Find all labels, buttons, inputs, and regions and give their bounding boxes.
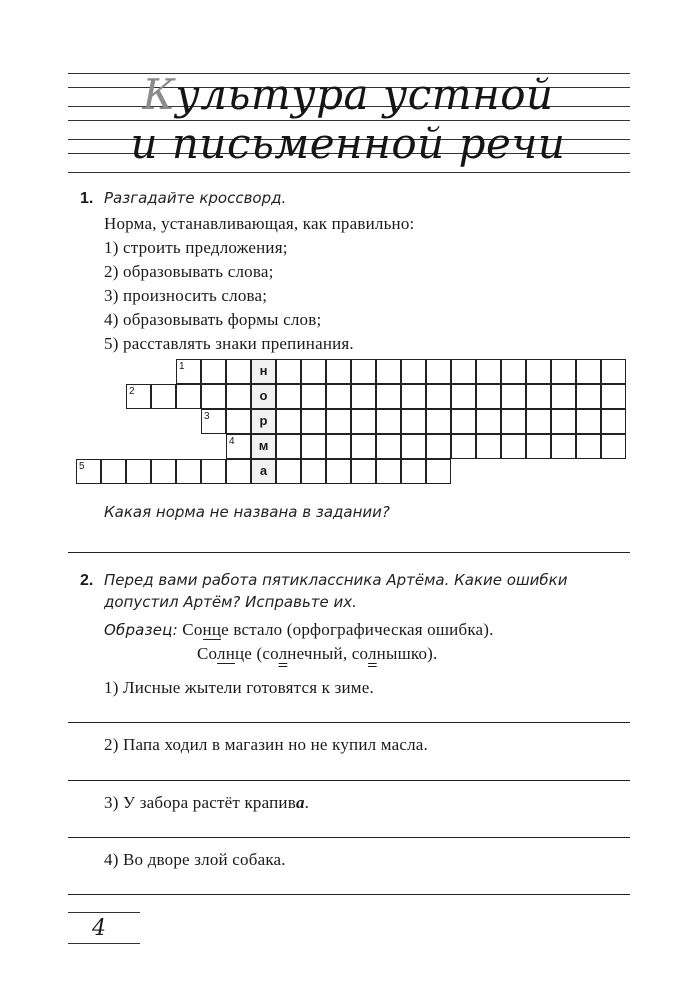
task2-item: 2) Папа ходил в магазин но не купил масла. — [104, 735, 428, 754]
crossword-cell[interactable] — [151, 384, 176, 409]
crossword-row-number: 3 — [204, 411, 210, 422]
crossword-cell[interactable] — [376, 434, 401, 459]
sample-line2 — [197, 644, 438, 664]
task1-question: Какая норма не названа в задании? — [104, 503, 390, 521]
crossword-cell[interactable] — [476, 409, 501, 434]
crossword-row-number: 1 — [179, 361, 185, 372]
crossword-cell[interactable] — [376, 409, 401, 434]
crossword-cell[interactable] — [376, 384, 401, 409]
crossword-key-letter: р — [259, 413, 268, 428]
crossword-cell[interactable] — [426, 359, 451, 384]
crossword-key-cell[interactable] — [251, 409, 276, 434]
crossword-cell[interactable] — [426, 409, 451, 434]
page-title-line2 — [68, 119, 628, 168]
crossword-cell[interactable] — [276, 409, 301, 434]
title-line2-text: и письменной речи — [130, 119, 566, 168]
crossword-cell[interactable] — [176, 459, 201, 484]
sample-text: нечный, со — [287, 644, 368, 663]
sample-text: Со — [197, 644, 218, 663]
crossword-cell[interactable] — [451, 384, 476, 409]
footer-rule — [68, 912, 140, 913]
crossword-cell[interactable] — [526, 409, 551, 434]
task1-prompt: Разгадайте кроссворд. — [104, 189, 287, 207]
crossword-cell[interactable] — [401, 434, 426, 459]
task1-line: 5) расставлять знаки препинания. — [104, 334, 354, 353]
crossword-cell[interactable] — [601, 359, 626, 384]
task2-item: 1) Лисные жытели готовятся к зиме. — [104, 678, 374, 697]
crossword-cell[interactable] — [526, 384, 551, 409]
crossword-row-number: 5 — [79, 461, 85, 472]
bold-ending: а — [295, 793, 305, 812]
crossword-cell[interactable] — [476, 434, 501, 459]
crossword-cell[interactable] — [376, 359, 401, 384]
crossword-cell[interactable] — [276, 459, 301, 484]
crossword-cell[interactable] — [526, 434, 551, 459]
answer-line[interactable] — [68, 552, 630, 553]
task1-line: 2) образовывать слова; — [104, 262, 274, 281]
crossword-cell[interactable] — [276, 434, 301, 459]
crossword-key-cell[interactable] — [251, 359, 276, 384]
task2-prompt-line1: Перед вами работа пятиклассника Артёма. Какие ошибки — [104, 571, 568, 589]
crossword-cell[interactable] — [401, 459, 426, 484]
sample-text: це (со — [235, 644, 279, 663]
sample-check-letter: л — [367, 644, 377, 663]
crossword-cell[interactable] — [601, 384, 626, 409]
crossword-cell[interactable] — [276, 384, 301, 409]
crossword-cell[interactable] — [301, 434, 326, 459]
crossword-cell[interactable] — [176, 384, 201, 409]
header-rule — [68, 172, 630, 173]
crossword-cell[interactable] — [351, 434, 376, 459]
crossword-cell[interactable] — [526, 359, 551, 384]
crossword-cell[interactable] — [301, 359, 326, 384]
task2-number: 2. — [80, 572, 94, 589]
task1-line: 4) образовывать формы слов; — [104, 310, 322, 329]
crossword-row-number: 4 — [229, 436, 235, 447]
page-title-line1 — [68, 70, 628, 119]
crossword-cell[interactable] — [426, 384, 451, 409]
crossword-cell[interactable] — [601, 409, 626, 434]
crossword-cell[interactable] — [226, 434, 251, 459]
crossword-row-number: 2 — [129, 386, 135, 397]
crossword-cell[interactable] — [401, 359, 426, 384]
crossword-cell[interactable] — [576, 434, 601, 459]
crossword-cell[interactable] — [126, 459, 151, 484]
crossword-cell[interactable] — [551, 384, 576, 409]
crossword-cell[interactable] — [451, 359, 476, 384]
task1-line: Норма, устанавливающая, как правильно: — [104, 214, 415, 233]
crossword-key-letter: м — [258, 438, 269, 453]
crossword-cell[interactable] — [501, 384, 526, 409]
sample-error-highlight: нц — [202, 620, 222, 639]
crossword-cell[interactable] — [201, 359, 226, 384]
crossword-cell[interactable] — [576, 384, 601, 409]
crossword-cell[interactable] — [326, 409, 351, 434]
crossword-cell[interactable] — [226, 384, 251, 409]
crossword-cell[interactable] — [551, 434, 576, 459]
crossword-key-letter: о — [259, 388, 268, 403]
crossword-cell[interactable] — [176, 359, 201, 384]
crossword-cell[interactable] — [351, 409, 376, 434]
crossword-cell[interactable] — [226, 359, 251, 384]
answer-line[interactable] — [68, 780, 630, 781]
task2-prompt-line2: допустил Артём? Исправьте их. — [104, 593, 357, 611]
crossword-cell[interactable] — [376, 459, 401, 484]
crossword-cell[interactable] — [551, 359, 576, 384]
crossword-cell[interactable] — [601, 434, 626, 459]
sample-text-a: Со — [182, 620, 203, 639]
title-initial-letter: К — [142, 70, 176, 119]
answer-line[interactable] — [68, 894, 630, 895]
crossword-cell[interactable] — [426, 459, 451, 484]
answer-line[interactable] — [68, 837, 630, 838]
crossword-cell[interactable] — [101, 459, 126, 484]
crossword-key-cell[interactable] — [251, 434, 276, 459]
sample-check-letter: л — [278, 644, 288, 663]
sample-label: Образец: — [104, 621, 178, 639]
crossword-cell[interactable] — [201, 459, 226, 484]
crossword-cell[interactable] — [501, 434, 526, 459]
crossword-key-cell[interactable] — [251, 459, 276, 484]
task2-item: 4) Во дворе злой собака. — [104, 850, 286, 869]
crossword-key-cell[interactable] — [251, 384, 276, 409]
crossword-cell[interactable] — [151, 459, 176, 484]
crossword-cell[interactable] — [276, 359, 301, 384]
crossword-cell[interactable] — [226, 459, 251, 484]
crossword-cell[interactable] — [351, 359, 376, 384]
item-period: . — [304, 793, 310, 812]
crossword-cell[interactable] — [326, 459, 351, 484]
crossword-cell[interactable] — [326, 434, 351, 459]
sample-line1 — [104, 620, 494, 640]
crossword-cell[interactable] — [401, 384, 426, 409]
sample-correction-highlight: лн — [217, 644, 235, 663]
crossword-cell[interactable] — [426, 434, 451, 459]
title-line1-rest: ультура устной — [175, 70, 554, 119]
crossword-cell[interactable] — [451, 409, 476, 434]
crossword-cell[interactable] — [351, 384, 376, 409]
footer-rule — [68, 943, 140, 944]
crossword-cell[interactable] — [401, 409, 426, 434]
crossword-cell[interactable] — [576, 359, 601, 384]
crossword-cell[interactable] — [476, 359, 501, 384]
task1-line: 3) произносить слова; — [104, 286, 268, 305]
crossword-cell[interactable] — [326, 359, 351, 384]
crossword-cell[interactable] — [326, 384, 351, 409]
task2-item-text: 3) У забора растёт крапив — [104, 793, 296, 812]
crossword-key-letter: н — [259, 363, 268, 378]
crossword-cell[interactable] — [201, 409, 226, 434]
crossword-cell[interactable] — [126, 384, 151, 409]
task1-line: 1) строить предложения; — [104, 238, 288, 257]
crossword-cell[interactable] — [551, 409, 576, 434]
crossword-cell[interactable] — [226, 409, 251, 434]
crossword-cell[interactable] — [301, 409, 326, 434]
sample-text-c: е встало (орфографическая ошибка). — [221, 620, 494, 639]
page-number: 4 — [92, 916, 106, 941]
crossword-cell[interactable] — [76, 459, 101, 484]
crossword-cell[interactable] — [301, 459, 326, 484]
crossword-cell[interactable] — [201, 384, 226, 409]
sample-text: нышко). — [376, 644, 438, 663]
crossword-cell[interactable] — [476, 384, 501, 409]
task1-number: 1. — [80, 190, 94, 207]
crossword-cell[interactable] — [501, 359, 526, 384]
task2-item — [104, 793, 309, 813]
crossword-key-letter: а — [259, 463, 268, 478]
crossword-cell[interactable] — [301, 384, 326, 409]
crossword-cell[interactable] — [576, 409, 601, 434]
answer-line[interactable] — [68, 722, 630, 723]
crossword-cell[interactable] — [351, 459, 376, 484]
crossword-cell[interactable] — [501, 409, 526, 434]
crossword-cell[interactable] — [451, 434, 476, 459]
